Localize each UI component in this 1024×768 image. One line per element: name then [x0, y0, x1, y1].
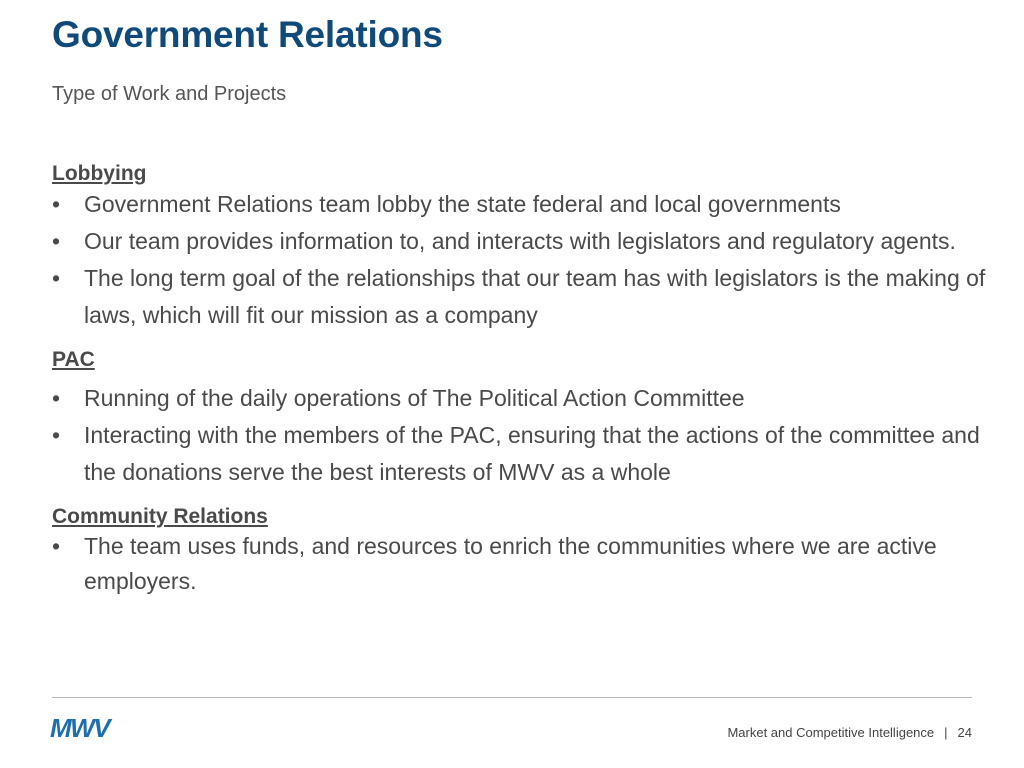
slide-title: Government Relations: [52, 14, 443, 55]
bullet-item: [52, 223, 987, 260]
bullet-text: Running of the daily operations of The Political Action Committee: [84, 385, 745, 411]
bullet-list-community-relations: [52, 529, 987, 599]
bullet-item: [52, 529, 987, 599]
section-pac: [52, 346, 987, 491]
bullet-item: [52, 417, 987, 491]
footer-separator: |: [944, 725, 948, 740]
bullet-icon: •: [52, 385, 61, 411]
bullet-icon: •: [52, 422, 61, 448]
footer-divider: [52, 697, 972, 698]
bullet-list-lobbying: [52, 186, 987, 334]
bullet-list-pac: [52, 380, 987, 491]
section-heading-lobbying: Lobbying: [52, 162, 147, 185]
mwv-logo: [50, 716, 134, 740]
footer: [727, 725, 972, 740]
section-lobbying: [52, 160, 987, 334]
bullet-icon: •: [52, 191, 61, 217]
section-heading-community-relations: Community Relations: [52, 505, 268, 528]
section-community-relations: [52, 503, 987, 599]
bullet-item: [52, 260, 987, 334]
bullet-text: The long term goal of the relationships that our team has with legislators is the making of laws, which will fit our mission as a company: [84, 265, 986, 328]
bullet-icon: •: [52, 228, 61, 254]
bullet-icon: •: [52, 265, 61, 291]
bullet-text: The team uses funds, and resources to enrich the communities where we are active employers.: [84, 533, 937, 594]
slide-content: [52, 160, 987, 599]
bullet-text: Our team provides information to, and interacts with legislators and regulatory agents.: [84, 228, 956, 254]
footer-label: Market and Competitive Intelligence: [727, 725, 935, 740]
svg-text:MWV: MWV: [50, 716, 110, 740]
bullet-icon: •: [52, 533, 61, 559]
page-number: 24: [957, 725, 972, 740]
section-heading-pac: PAC: [52, 348, 95, 371]
bullet-item: [52, 380, 987, 417]
bullet-text: Interacting with the members of the PAC, ensuring that the actions of the committee and the donations serve the best interests of MWV as a whole: [84, 422, 980, 485]
bullet-text: Government Relations team lobby the state federal and local governments: [84, 191, 841, 217]
slide-subtitle: Type of Work and Projects: [52, 83, 287, 105]
bullet-item: [52, 186, 987, 223]
